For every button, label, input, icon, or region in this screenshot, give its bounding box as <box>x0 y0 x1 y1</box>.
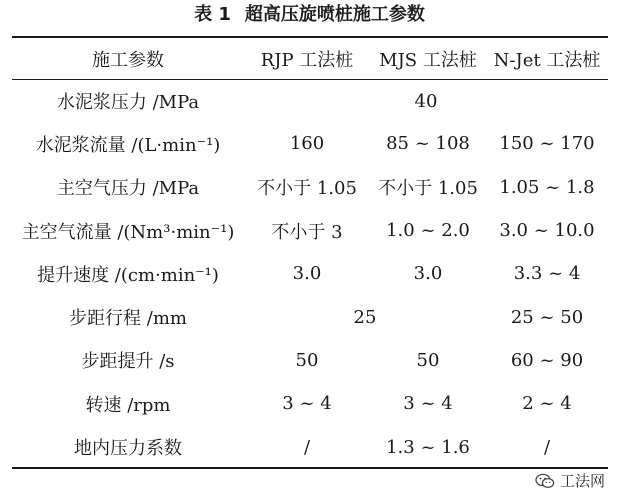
row-value-mjs: 不小于 1.05 <box>378 178 478 200</box>
row-value-mjs: 85 ~ 108 <box>386 133 470 155</box>
row-param: 转速 /rpm <box>85 394 171 416</box>
table-row <box>12 425 608 468</box>
row-value-njet: / <box>543 436 551 458</box>
table-row <box>12 79 608 122</box>
watermark <box>535 470 605 491</box>
row-param: 步距提升 /s <box>81 351 175 373</box>
header-njet: N-Jet 工法桩 <box>493 49 601 71</box>
table-header-row <box>12 38 608 79</box>
row-value-rjp: / <box>303 436 311 458</box>
wechat-icon <box>535 473 555 489</box>
row-value-rjp: 3.0 <box>292 263 322 285</box>
row-value-njet: 2 ~ 4 <box>522 393 572 415</box>
table-row <box>12 209 608 252</box>
parameters-table <box>12 38 608 469</box>
table-row <box>12 339 608 382</box>
caption-label: 表 1 <box>194 4 231 25</box>
table-row <box>12 382 608 425</box>
row-param: 水泥浆流量 /(L·min⁻¹) <box>35 134 221 156</box>
row-param: 提升速度 /(cm·min⁻¹) <box>37 264 219 286</box>
row-param: 主空气流量 /(Nm³·min⁻¹) <box>21 221 235 243</box>
row-param: 水泥浆压力 /MPa <box>56 92 200 114</box>
table-caption <box>0 4 619 26</box>
table-row <box>12 295 608 338</box>
row-value-rjp: 不小于 3 <box>271 221 343 243</box>
row-param: 步距行程 /mm <box>69 308 187 330</box>
row-value-rjp: 50 <box>295 349 319 371</box>
caption-text: 超高压旋喷桩施工参数 <box>244 4 425 25</box>
table-row <box>12 252 608 295</box>
header-mjs: MJS 工法桩 <box>379 49 477 71</box>
row-param: 主空气压力 /MPa <box>56 178 200 200</box>
row-value-mjs: 50 <box>416 349 440 371</box>
row-value-rjp: 160 <box>289 133 325 155</box>
row-value-njet: 3.0 ~ 10.0 <box>499 220 595 242</box>
row-value-njet: 3.3 ~ 4 <box>513 263 581 285</box>
row-value-mjs: 1.3 ~ 1.6 <box>386 436 470 458</box>
header-rjp: RJP 工法桩 <box>260 49 354 71</box>
table-row <box>12 122 608 165</box>
row-value-njet: 60 ~ 90 <box>510 349 584 371</box>
row-param: 地内压力系数 <box>74 438 182 460</box>
row-value-rjp: 不小于 1.05 <box>257 178 357 200</box>
watermark-text: 工法网 <box>559 472 605 490</box>
header-param: 施工参数 <box>92 49 164 71</box>
row-value-mjs: 1.0 ~ 2.0 <box>386 220 470 242</box>
row-value-njet: 1.05 ~ 1.8 <box>499 176 595 198</box>
row-value-merged: 40 <box>414 90 438 112</box>
row-value-njet: 25 ~ 50 <box>510 306 584 328</box>
table-row <box>12 166 608 209</box>
row-value-merged-rjp-mjs: 25 <box>353 306 377 328</box>
row-value-njet: 150 ~ 170 <box>499 133 595 155</box>
row-value-rjp: 3 ~ 4 <box>282 393 332 415</box>
row-value-mjs: 3 ~ 4 <box>403 393 453 415</box>
row-value-mjs: 3.0 <box>413 263 443 285</box>
